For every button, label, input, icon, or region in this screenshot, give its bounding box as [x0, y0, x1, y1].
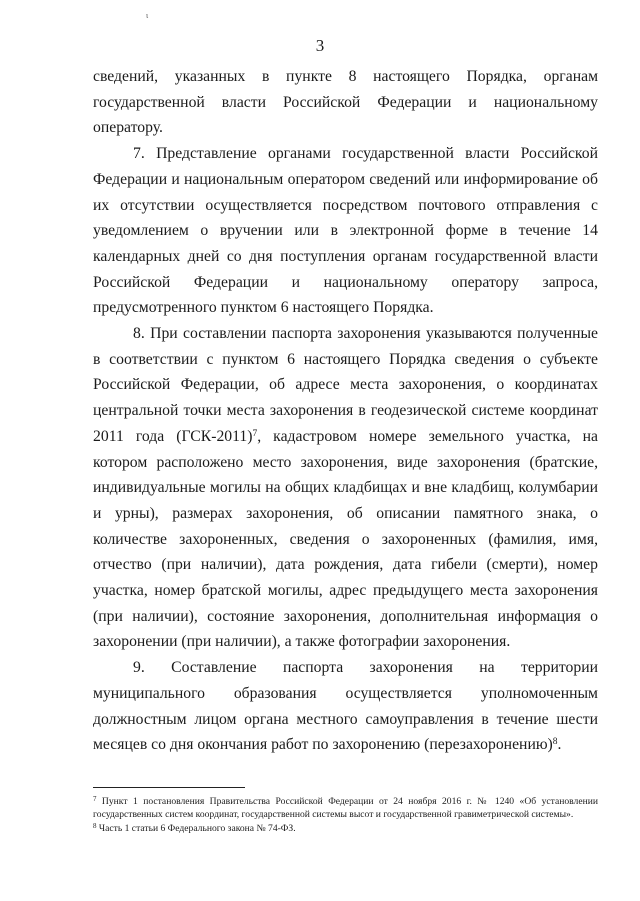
paragraph-8-text-start: 8. При составлении паспорта захоронения указываются полученные в соответствии с пунктом 6 настоящего Порядка сведения о субъекте Российской Федерации, об адресе места захоронения, о координатах центральной точки места захоронения в геодезической системе координат 2011 года (ГСК-2011) [93, 325, 598, 445]
footnote-separator [93, 787, 245, 788]
paragraph-8-text-end: , кадастровом номере земельного участка, на котором расположено место захоронения, виде захоронения (братские, индивидуальные могилы на общих кладбищах и вне кладбищ, колумбарии и урны), размерах захоронения, об описании памятного знака, о количестве захороненных, сведения о захороненных (фамилия, имя, отчество (при наличии), дата рождения, дата гибели (смерти), номер участка, номер братской могилы, адрес предыдущего места захоронения (при наличии), состояние захоронения, дополнительная информация о захоронении (при наличии), а также фотографии захоронения. [93, 427, 598, 651]
footnote-7 [93, 795, 598, 822]
paragraph-continuation: сведений, указанных в пункте 8 настоящего Порядка, органам государственной власти Российской Федерации и национальному оператору. [93, 68, 598, 137]
footnote-8-text: Часть 1 статьи 6 Федерального закона № 74-ФЗ. [96, 822, 296, 834]
footnote-8-marker: 8 [93, 821, 97, 830]
footnote-8 [93, 822, 598, 835]
paragraph-9-text-start: 9. Составление паспорта захоронения на территории муниципального образования осуществляется уполномоченным должностным лицом органа местного самоуправления в течение шести месяцев со дня окончания работ по захоронению (перезахоронению) [93, 659, 598, 754]
page-number: 3 [315, 36, 325, 55]
paragraph-7: 7. Представление органами государственной власти Российской Федерации и национальным оператором сведений или информирование об их отсутствии осуществляется посредством почтового отправления с уведомлением о вручении или в электронной форме в течение 14 календарных дней со дня поступления органам государственной власти Российской Федерации и национальному оператору запроса, предусмотренного пунктом 6 настоящего Порядка. [93, 145, 598, 317]
document-body [93, 64, 598, 758]
paragraph-8 [93, 321, 598, 655]
footnote-7-text: Пункт 1 постановления Правительства Российской Федерации от 24 ноября 2016 г. № 1240 «Об установлении государственных систем координат, государственной системы высот и государственной гравиметрической системы». [93, 796, 598, 821]
footnotes [93, 795, 598, 835]
paragraph-9-text-end: . [557, 736, 562, 754]
footnote-ref-8: 8 [552, 737, 558, 748]
corner-mark: ι [146, 11, 149, 20]
paragraph-9 [93, 655, 598, 758]
footnote-ref-7: 7 [252, 428, 258, 439]
footnote-7-marker: 7 [93, 795, 97, 803]
